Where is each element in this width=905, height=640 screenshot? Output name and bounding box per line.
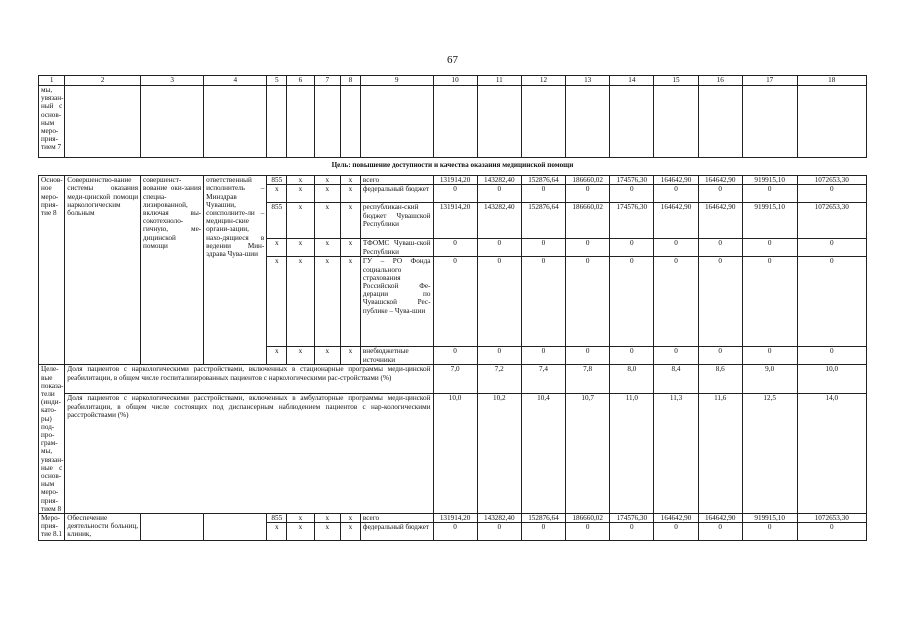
indicator-text: Доля пациентов с наркологическими расстройствами, включенных в амбулаторные программы меди-цинской реабилитации, в общем числе состоящих под диспансерным наблюдением пациентов с нар-кологическими расстройствами (%) (65, 394, 433, 514)
column-number: 8 (340, 76, 360, 86)
grbs-code: х (267, 185, 287, 203)
expense-type-code: х (340, 514, 360, 523)
expense-type-code: х (340, 347, 360, 365)
target-article-code: х (314, 523, 340, 541)
indicator-value: 10,2 (477, 394, 521, 514)
indicator-value: 7,2 (477, 365, 521, 394)
funding-source: ГУ – РО Фонда социального страхования Российской Фе-дерации по Чувашской Рес-публике – Чува-шии (360, 257, 433, 347)
funding-source: ТФОМС Чуваш-ской Республики (360, 239, 433, 257)
section-code: х (287, 347, 314, 365)
funding-value: 0 (742, 257, 797, 347)
section-code: х (287, 203, 314, 239)
funding-value: 0 (742, 523, 797, 541)
goal-text: Цель: повышение доступности и качества оказания медицинской помощи (39, 158, 867, 176)
funding-value: 0 (566, 185, 610, 203)
indicator-text: Доля пациентов с наркологическими расстройствами, включенных в стационарные программы меди-цинской реабилитации, в общем числе госпитализированных пациентов с наркологическими рас-стройствами (%) (65, 365, 433, 394)
funding-value: 0 (566, 257, 610, 347)
target-article-code: х (314, 257, 340, 347)
indicator-value: 14,0 (797, 394, 866, 514)
funding-source: внебюджетные источники (360, 347, 433, 365)
event-executor (204, 514, 267, 541)
indicator-value: 12,5 (742, 394, 797, 514)
funding-value: 152876,64 (521, 176, 565, 185)
expense-type-code: х (340, 203, 360, 239)
funding-value: 0 (477, 257, 521, 347)
funding-value: 0 (698, 257, 742, 347)
event-8-1-section (39, 514, 867, 541)
funding-value: 143282,40 (477, 203, 521, 239)
funding-source: республикан-ский бюджет Чувашской Республики (360, 203, 433, 239)
grbs-code: 855 (267, 203, 287, 239)
event-8-section (39, 176, 867, 365)
section-code: х (287, 514, 314, 523)
indicator-value: 9,0 (742, 365, 797, 394)
funding-value: 0 (797, 239, 866, 257)
target-article-code: х (314, 185, 340, 203)
funding-value: 0 (477, 347, 521, 365)
column-number: 9 (360, 76, 433, 86)
funding-row (39, 176, 867, 185)
funding-value: 0 (797, 257, 866, 347)
funding-value: 0 (433, 239, 477, 257)
funding-value: 919915,10 (742, 203, 797, 239)
funding-value: 1072653,30 (797, 176, 866, 185)
target-article-code: х (314, 176, 340, 185)
funding-value: 0 (566, 239, 610, 257)
funding-value: 0 (433, 185, 477, 203)
funding-value: 0 (654, 257, 698, 347)
funding-value: 0 (742, 347, 797, 365)
event-task (141, 514, 204, 541)
column-number: 14 (610, 76, 654, 86)
funding-value: 174576,30 (610, 203, 654, 239)
funding-value: 143282,40 (477, 514, 521, 523)
target-indicator-row (39, 394, 867, 514)
section-code: х (287, 523, 314, 541)
indicator-value: 7,4 (521, 365, 565, 394)
column-number: 7 (314, 76, 340, 86)
indicator-value: 10,4 (521, 394, 565, 514)
column-number: 18 (797, 76, 866, 86)
funding-value: 0 (610, 523, 654, 541)
goal-row (39, 158, 867, 176)
event-task: совершенст-вование оки-зания специа-лизированной, включая вы-сокотехноло-гичную, ме-дицинской помощи (141, 176, 204, 365)
column-number: 5 (267, 76, 287, 86)
column-number: 6 (287, 76, 314, 86)
continuation-row (39, 86, 867, 158)
funding-source: всего (360, 514, 433, 523)
funding-value: 0 (521, 257, 565, 347)
event-executor: ответственный исполнитель – Минздрав Чувашии, соисполните-ли – медицин-ские органи-зации, нахо-дящиеся в ведении Мин-здрава Чува-шии (204, 176, 267, 365)
indicator-value: 11,3 (654, 394, 698, 514)
section-code: х (287, 239, 314, 257)
funding-value: 0 (797, 185, 866, 203)
grbs-code: 855 (267, 176, 287, 185)
expense-type-code: х (340, 523, 360, 541)
column-number: 2 (65, 76, 141, 86)
funding-value: 0 (477, 239, 521, 257)
funding-value: 0 (698, 185, 742, 203)
column-number: 11 (477, 76, 521, 86)
column-number: 15 (654, 76, 698, 86)
funding-value: 0 (742, 185, 797, 203)
funding-value: 919915,10 (742, 514, 797, 523)
funding-value: 164642,90 (654, 514, 698, 523)
funding-value: 152876,64 (521, 514, 565, 523)
indicator-value: 10,0 (797, 365, 866, 394)
targets-section (39, 365, 867, 514)
indicator-value: 11,0 (610, 394, 654, 514)
funding-value: 0 (797, 523, 866, 541)
funding-value: 164642,90 (698, 176, 742, 185)
funding-value: 0 (521, 523, 565, 541)
funding-value: 919915,10 (742, 176, 797, 185)
funding-value: 0 (654, 523, 698, 541)
funding-value: 143282,40 (477, 176, 521, 185)
continuation-label: мы, увязан-ный с основ-ным меро-прия-тием 7 (39, 86, 65, 158)
column-number: 13 (566, 76, 610, 86)
indicator-value: 10,0 (433, 394, 477, 514)
funding-value: 0 (566, 523, 610, 541)
funding-value: 0 (654, 239, 698, 257)
funding-value: 1072653,30 (797, 514, 866, 523)
indicator-value: 7,0 (433, 365, 477, 394)
column-number: 4 (204, 76, 267, 86)
funding-value: 0 (477, 185, 521, 203)
budget-table (38, 75, 867, 541)
funding-value: 0 (698, 523, 742, 541)
funding-value: 164642,90 (698, 203, 742, 239)
column-number: 10 (433, 76, 477, 86)
target-article-code: х (314, 347, 340, 365)
indicator-value: 10,7 (566, 394, 610, 514)
targets-label: Целе-вые показа-тели (инди-като-ры) под-про-грам-мы, увязан-ные с основ-ным меро-прия-тием 8 (39, 365, 65, 514)
expense-type-code: х (340, 176, 360, 185)
grbs-code: 855 (267, 514, 287, 523)
target-indicator-row (39, 365, 867, 394)
page-number: 67 (447, 54, 458, 66)
funding-value: 0 (610, 347, 654, 365)
funding-value: 1072653,30 (797, 203, 866, 239)
funding-value: 0 (610, 185, 654, 203)
funding-value: 0 (521, 347, 565, 365)
funding-value: 131914,20 (433, 176, 477, 185)
funding-value: 0 (433, 523, 477, 541)
section-code: х (287, 176, 314, 185)
indicator-value: 7,8 (566, 365, 610, 394)
grbs-code: х (267, 239, 287, 257)
funding-value: 0 (698, 347, 742, 365)
funding-value: 0 (521, 239, 565, 257)
column-number-row (39, 76, 867, 86)
funding-value: 164642,90 (654, 176, 698, 185)
expense-type-code: х (340, 185, 360, 203)
target-article-code: х (314, 203, 340, 239)
section-code: х (287, 257, 314, 347)
indicator-value: 8,4 (654, 365, 698, 394)
funding-value: 131914,20 (433, 203, 477, 239)
funding-source: федеральный бюджет (360, 523, 433, 541)
funding-value: 131914,20 (433, 514, 477, 523)
funding-value: 174576,30 (610, 514, 654, 523)
expense-type-code: х (340, 257, 360, 347)
grbs-code: х (267, 523, 287, 541)
funding-value: 0 (654, 347, 698, 365)
event-title: Обеспечение деятельности больниц, клиник, (65, 514, 141, 541)
target-article-code: х (314, 514, 340, 523)
expense-type-code: х (340, 239, 360, 257)
target-article-code: х (314, 239, 340, 257)
funding-value: 186660,02 (566, 176, 610, 185)
grbs-code: х (267, 347, 287, 365)
funding-value: 0 (477, 523, 521, 541)
funding-source: всего (360, 176, 433, 185)
event-title: Совершенство-вание системы оказания меди-цинской помощи наркологическим больным (65, 176, 141, 365)
indicator-value: 8,0 (610, 365, 654, 394)
event-label: Основ-ное меро-прия-тие 8 (39, 176, 65, 365)
grbs-code: х (267, 257, 287, 347)
funding-value: 164642,90 (654, 203, 698, 239)
funding-value: 0 (433, 347, 477, 365)
column-number: 16 (698, 76, 742, 86)
funding-value: 164642,90 (698, 514, 742, 523)
funding-source: федеральный бюджет (360, 185, 433, 203)
column-number: 3 (141, 76, 204, 86)
funding-value: 186660,02 (566, 514, 610, 523)
indicator-value: 11,6 (698, 394, 742, 514)
funding-value: 0 (742, 239, 797, 257)
funding-value: 0 (698, 239, 742, 257)
column-number: 1 (39, 76, 65, 86)
funding-value: 152876,64 (521, 203, 565, 239)
funding-value: 0 (566, 347, 610, 365)
funding-value: 0 (610, 257, 654, 347)
event-label: Меро-прия-тие 8.1 (39, 514, 65, 541)
section-code: х (287, 185, 314, 203)
funding-value: 0 (654, 185, 698, 203)
funding-value: 186660,02 (566, 203, 610, 239)
funding-value: 0 (797, 347, 866, 365)
funding-value: 0 (521, 185, 565, 203)
funding-value: 174576,30 (610, 176, 654, 185)
funding-value: 0 (610, 239, 654, 257)
funding-value: 0 (433, 257, 477, 347)
funding-row (39, 514, 867, 523)
indicator-value: 8,6 (698, 365, 742, 394)
column-number: 12 (521, 76, 565, 86)
column-number: 17 (742, 76, 797, 86)
